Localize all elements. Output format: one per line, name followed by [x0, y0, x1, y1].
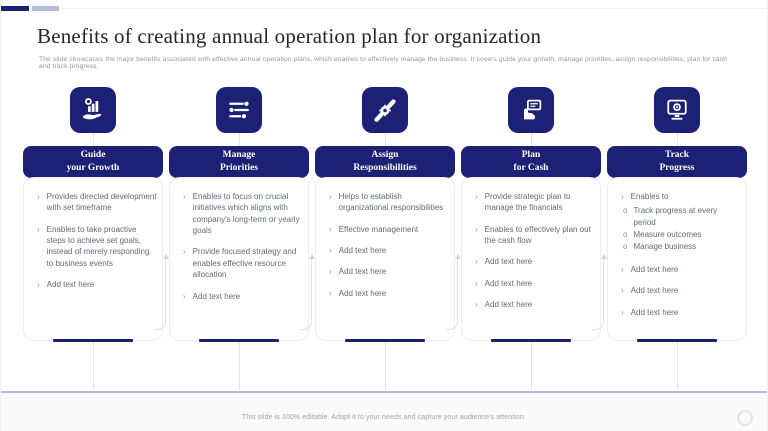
- bullet-text: Add text here: [338, 246, 387, 256]
- circle-decoration: [737, 410, 753, 426]
- up-arrow-connector: [300, 254, 312, 330]
- bullet-list: [608, 178, 746, 334]
- arrow-up-icon: [601, 254, 607, 259]
- sub-list-item: [623, 241, 741, 252]
- slide-footer: [1, 393, 767, 431]
- list-item: [475, 256, 595, 267]
- connector-line: [446, 259, 458, 330]
- header-line: Plan: [521, 150, 541, 161]
- top-accent-bar-light: [32, 6, 59, 11]
- card-bottom-connector-line: [385, 341, 386, 390]
- chevron-bullet-icon: ›: [475, 300, 478, 310]
- icon-connector-line: [239, 133, 240, 146]
- bullet-text: Add text here: [46, 280, 95, 290]
- chevron-bullet-icon: ›: [475, 278, 478, 288]
- bullet-text: Add text here: [630, 307, 679, 317]
- column-assign-responsibilities: [315, 87, 455, 390]
- icon-connector-line: [93, 133, 94, 146]
- icon-connector-line: [677, 133, 678, 146]
- list-item: [37, 224, 157, 269]
- list-item: [621, 191, 741, 254]
- sub-bullet-list: [621, 203, 741, 253]
- list-item: [183, 246, 303, 280]
- icon-connector-line: [531, 133, 532, 146]
- chevron-bullet-icon: ›: [475, 257, 478, 267]
- header-line: Track: [664, 150, 690, 161]
- chevron-bullet-icon: ›: [329, 267, 332, 277]
- bullet-text: Enables to take proactive steps to achieve set goals, instead of merely responding to business events: [46, 224, 150, 268]
- sub-bullet-text: Track progress at every period: [633, 206, 718, 227]
- bullet-text: Add text here: [484, 278, 533, 288]
- header-line: Assign: [371, 150, 399, 161]
- circle-bullet-icon: o: [623, 242, 628, 252]
- arrow-up-icon: [309, 254, 315, 259]
- list-item: [329, 191, 449, 214]
- arrow-up-icon: [163, 254, 169, 259]
- card-underline-bar: [491, 339, 571, 342]
- header-line: Responsibilities: [353, 163, 417, 173]
- bullet-text: Add text here: [630, 264, 679, 274]
- connector-line: [154, 259, 166, 330]
- benefit-card: [23, 177, 163, 341]
- benefit-columns: [1, 87, 767, 390]
- list-item: [475, 191, 595, 214]
- chevron-bullet-icon: ›: [183, 192, 186, 201]
- column-track-progress: [607, 87, 747, 390]
- list-item: [37, 191, 157, 214]
- editable-note: This slide is 100% editable. Adapt it to your needs and capture your audience's attention.: [242, 413, 526, 421]
- benefit-card: [607, 177, 747, 341]
- list-item: [475, 278, 595, 289]
- hand-growth-chart-icon: [70, 87, 116, 133]
- bullet-text: Provide focused strategy and enables effective resource allocation: [192, 247, 297, 280]
- bullet-text: Add text here: [192, 291, 241, 301]
- chevron-bullet-icon: ›: [329, 224, 332, 234]
- chevron-bullet-icon: ›: [329, 288, 332, 298]
- chevron-bullet-icon: ›: [475, 192, 478, 201]
- connector-line: [592, 259, 604, 330]
- header-line: Guide: [80, 150, 106, 161]
- chevron-bullet-icon: ›: [183, 291, 186, 301]
- header-line: your Growth: [66, 163, 120, 173]
- list-item: [621, 307, 741, 318]
- bullet-text: Add text here: [484, 300, 533, 310]
- monitor-gear-icon: [654, 87, 700, 133]
- bullet-list: [170, 178, 308, 318]
- chevron-bullet-icon: ›: [329, 246, 332, 256]
- card-underline-bar: [637, 339, 717, 342]
- column-header-plan-for-cash: [461, 146, 601, 178]
- benefit-card: [461, 177, 601, 341]
- chevron-bullet-icon: ›: [37, 192, 40, 201]
- chevron-bullet-icon: ›: [621, 286, 624, 296]
- page-title: Benefits of creating annual operation plan for organization: [37, 24, 542, 48]
- column-header-guide-your-growth: [23, 146, 163, 178]
- up-arrow-connector: [446, 254, 458, 330]
- list-item: [329, 288, 449, 299]
- bullet-text: Enables to: [630, 192, 669, 201]
- card-underline-bar: [199, 339, 279, 342]
- sub-bullet-text: Measure outcomes: [633, 230, 702, 240]
- connector-line: [300, 259, 312, 330]
- up-arrow-connector: [154, 254, 166, 330]
- card-bottom-connector-line: [531, 341, 532, 390]
- bullet-list: [462, 178, 600, 327]
- slide-subtitle: The slide showcases the major benefits associated with effective annual operation plans, which enables to effectively manage the business. It covers guide your growth, manage priorities, assign responsibilities, plan for cash and track progress.: [39, 56, 728, 70]
- circle-bullet-icon: o: [623, 206, 628, 216]
- chevron-bullet-icon: ›: [621, 264, 624, 274]
- chevron-bullet-icon: ›: [475, 224, 478, 234]
- arrow-up-icon: [455, 254, 461, 259]
- list-item: [621, 285, 741, 296]
- list-item: [475, 299, 595, 310]
- header-line: Progress: [659, 163, 695, 173]
- card-underline-bar: [345, 339, 425, 342]
- icon-connector-line: [385, 133, 386, 146]
- up-arrow-connector: [592, 254, 604, 330]
- chevron-bullet-icon: ›: [37, 224, 40, 234]
- hand-cash-card-icon: [508, 87, 554, 133]
- sub-list-item: [623, 229, 741, 240]
- bullet-text: Effective management: [338, 224, 419, 234]
- card-bottom-connector-line: [677, 341, 678, 390]
- bullet-text: Provide strategic plan to manage the financials: [484, 192, 571, 213]
- list-item: [329, 266, 449, 277]
- priority-list-icon: [216, 87, 262, 133]
- list-item: [183, 291, 303, 302]
- sub-bullet-text: Manage business: [633, 242, 697, 252]
- list-item: [183, 191, 303, 236]
- chevron-bullet-icon: ›: [37, 280, 40, 290]
- bullet-text: Add text here: [630, 286, 679, 296]
- wrench-gear-icon: [362, 87, 408, 133]
- chevron-bullet-icon: ›: [329, 192, 332, 201]
- chevron-bullet-icon: ›: [183, 247, 186, 257]
- header-line: Manage: [222, 150, 256, 161]
- bullet-text: Add text here: [338, 267, 387, 277]
- bullet-text: Add text here: [338, 288, 387, 298]
- bullet-text: Helps to establish organizational responsibilities: [338, 192, 444, 213]
- bullet-text: Enables to effectively plan out the cash flow: [484, 224, 591, 246]
- header-line: for Cash: [513, 163, 549, 173]
- column-header-assign-responsibilities: [315, 146, 455, 178]
- header-line: Priorities: [220, 163, 258, 173]
- list-item: [621, 264, 741, 275]
- list-item: [329, 245, 449, 256]
- bullet-list: [316, 178, 454, 315]
- chevron-bullet-icon: ›: [621, 192, 624, 201]
- bullet-text: Enables to focus on crucial initiatives which aligns with company's long-term or yearly goals: [192, 192, 300, 236]
- column-plan-for-cash: [461, 87, 601, 390]
- sub-list-item: [623, 205, 741, 228]
- list-item: [475, 224, 595, 247]
- card-bottom-connector-line: [93, 341, 94, 390]
- bullet-text: Add text here: [484, 257, 533, 267]
- top-accent-bar-dark: [1, 6, 29, 11]
- top-border-line: [1, 8, 767, 9]
- circle-bullet-icon: o: [623, 230, 628, 240]
- card-underline-bar: [53, 339, 133, 342]
- list-item: [37, 279, 157, 290]
- column-guide-your-growth: [23, 87, 163, 390]
- column-header-track-progress: [607, 146, 747, 178]
- list-item: [329, 224, 449, 235]
- column-manage-priorities: [169, 87, 309, 390]
- bullet-text: Provides directed development with set timeframe: [46, 192, 157, 213]
- benefit-card: [169, 177, 309, 341]
- column-header-manage-priorities: [169, 146, 309, 178]
- chevron-bullet-icon: ›: [621, 307, 624, 317]
- card-bottom-connector-line: [239, 341, 240, 390]
- bullet-list: [24, 178, 162, 307]
- benefit-card: [315, 177, 455, 341]
